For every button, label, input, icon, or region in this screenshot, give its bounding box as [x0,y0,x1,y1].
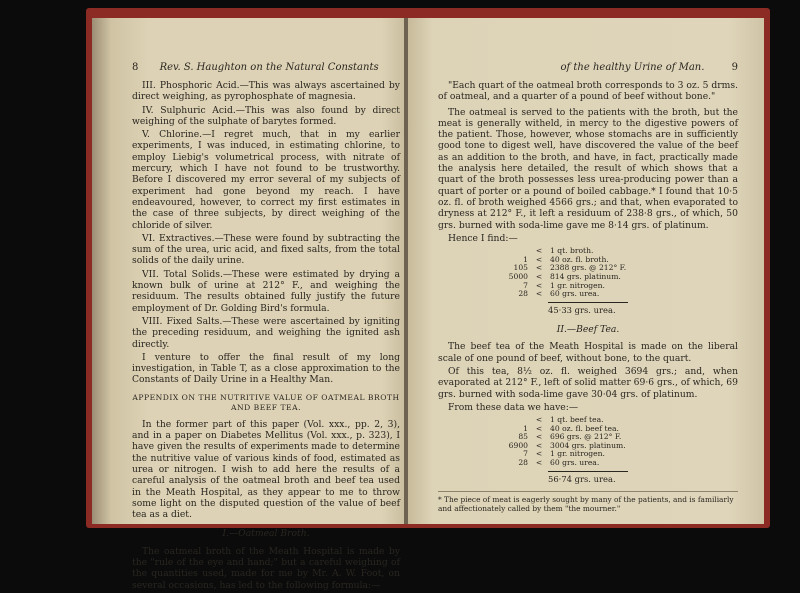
paragraph: The oatmeal broth of the Meath Hospital is made by the "rule of the eye and hand;" but a careful weighing of the quantities used, made for me by Mr. A. W. Foot, on several occasions, has led to the following formula:— [132,545,400,591]
section-heading: I.—Oatmeal Broth. [222,528,310,540]
quote: "Each quart of the oatmeal broth corresponds to 3 oz. 5 drms. of oatmeal, and a quarter of a pound of beef without bone." [438,80,738,103]
right-running-head: of the healthy Urine of Man. [560,62,705,73]
from-line: From these data we have:— [448,401,579,413]
equation-row: 1 < 40 oz. fl. broth. [523,254,609,264]
left-body [132,80,400,593]
equation-beef-tea [498,416,738,468]
equation-result: 45·33 grs. urea. [548,302,628,316]
equation-row: 28 < 60 grs. urea. [518,289,600,299]
paragraph: VII. Total Solids.—These were estimated by drying a known bulk of urine at 212° F., and weighing the residuum. The results obtained fully justify the future employment of Dr. Golding Bird's formula. [132,268,400,314]
left-page-number: 8 [132,62,139,73]
right-page [408,18,764,524]
equation-row: 1 < 40 oz. fl. beef tea. [523,423,619,433]
equation-row: 6900 < 3004 grs. platinum. [508,440,626,450]
equation-row: 28 < 60 grs. urea. [518,458,600,468]
equation-row: 7 < 1 gr. nitrogen. [523,449,605,459]
paragraph: Of this tea, 8½ oz. fl. weighed 3694 grs.; and, when evaporated at 212° F., left of solid matter 69·6 grs., of which, 69 grs. burned with soda-lime gave 30·04 grs. of platinum. [438,365,738,400]
left-header [132,62,400,73]
right-body [438,80,738,513]
equation-result: 56·74 grs. urea. [548,471,628,485]
equation-broth [498,247,738,299]
paragraph: IV. Sulphuric Acid.—This was also found by direct weighing of the sulphate of barytes formed. [132,104,400,127]
paragraph: VIII. Fixed Salts.—These were ascertained by igniting the preceding residuum, and weighing the ignited ash directly. [132,315,400,350]
paragraph: In the former part of this paper (Vol. xxx., pp. 2, 3), and in a paper on Diabetes Mellitus (Vol. xxx., p. 323), I have given the results of experiments made to determine the nutritive value of various kinds of food, estimated as urea or nitrogen. I wish to add here the results of a careful analysis of the oatmeal broth and beef tea used in the Meath Hospital, as they appear to me to throw some light on the disputed question of the value of beef tea as a diet. [132,418,400,521]
paragraph: VI. Extractives.—These were found by subtracting the sum of the urea, uric acid, and fixed salts, from the total solids of the daily urine. [132,232,400,267]
paragraph: The beef tea of the Meath Hospital is made on the liberal scale of one pound of beef, without bone, to the quart. [438,341,738,364]
paragraph: III. Phosphoric Acid.—This was always ascertained by direct weighing, as pyrophosphate of magnesia. [132,80,400,103]
paragraph: I venture to offer the final result of my long investigation, in Table T, as a close approximation to the Constants of Daily Urine in a Healthy Man. [132,351,400,386]
left-page [92,18,407,591]
appendix-title: APPENDIX ON THE NUTRITIVE VALUE OF OATMEAL BROTH AND BEEF TEA. [132,392,400,412]
equation-row: 85 < 696 grs. @ 212° F. [518,432,622,442]
paragraph: The oatmeal is served to the patients with the broth, but the meat is generally witheld, in mercy to the digestive powers of the patient. Those, however, whose stomachs are in sufficiently good tone to digest well, have discovered the value of the beef as an addition to the broth, and have, in fact, practically made the analysis here detailed, the result of which shows that a quart of the broth possesses less urea-producing power than a quart of porter or a pound of boiled cabbage.* I found that 10·5 oz. fl. of broth weighed 4566 grs.; and that, when evaporated to dryness at 212° F., it left a residuum of 238·8 grs., of which, 50 grs. burned with soda-lime gave me 8·14 grs. of platinum. [438,106,738,231]
right-page-number: 9 [731,62,738,73]
equation-row: 5000 < 814 grs. platinum. [508,271,621,281]
equation-row: 7 < 1 gr. nitrogen. [523,280,605,290]
hence-line: Hence I find:— [448,232,518,244]
equation-row: < 1 qt. broth. [535,246,594,256]
right-header [438,62,738,73]
paragraph: V. Chlorine.—I regret much, that in my earlier experiments, I was induced, in estimating chlorine, to employ Liebig's volumetrical process, with nitrate of mercury, which I have not found to be trustworthy. Before I discovered my error several of my subjects of experiment had gone beyond my reach. I have endeavoured, however, to correct my first estimates in the case of three subjects, by direct weighing of the chloride of silver. [132,129,400,231]
left-running-head: Rev. S. Haughton on the Natural Constants [159,62,379,73]
footnote: * The piece of meat is eagerly sought by many of the patients, and is familiarly and affectionately called by them "the mourner." [438,491,738,513]
equation-row: < 1 qt. beef tea. [535,415,604,425]
equation-row: 105 < 2388 grs. @ 212° F. [513,263,627,273]
section-heading: II.—Beef Tea. [556,324,620,336]
